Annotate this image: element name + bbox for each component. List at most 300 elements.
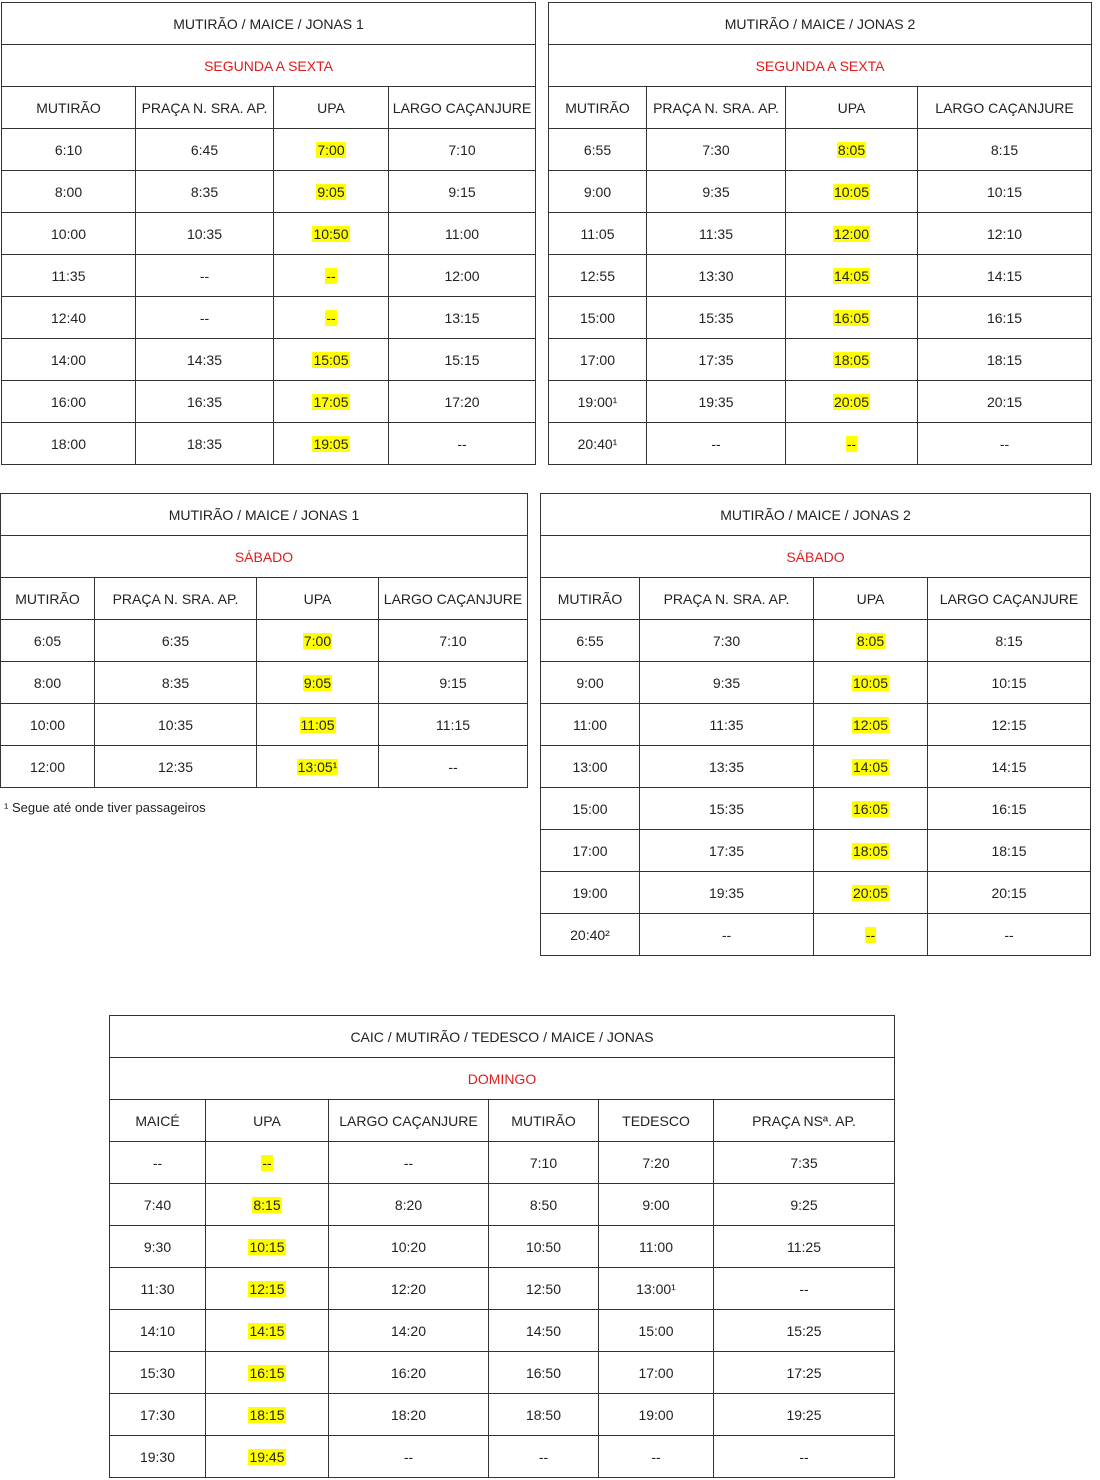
time-value: 10:00 (29, 716, 66, 733)
time-value: -- (199, 267, 210, 284)
time-value: 20:15 (991, 884, 1027, 901)
time-value: -- (448, 758, 458, 775)
highlighted-time: 18:05 (833, 351, 870, 368)
time-value: 14:00 (50, 351, 87, 368)
time-value: 6:55 (576, 632, 604, 649)
column-header (647, 87, 786, 129)
schedule-table-sunday-caic (109, 1015, 895, 1478)
time-value: 19:00¹ (577, 393, 618, 410)
time-cell (206, 1310, 329, 1352)
time-value: 14:15 (991, 758, 1027, 775)
time-value: 16:50 (525, 1364, 562, 1381)
time-cell (786, 381, 918, 423)
time-cell (599, 1184, 714, 1226)
time-cell (714, 1394, 895, 1436)
time-value: 18:35 (186, 435, 223, 452)
table-row (110, 1394, 895, 1436)
time-value: 11:35 (709, 716, 744, 733)
table-row (1, 704, 528, 746)
table-row (2, 297, 536, 339)
time-cell (814, 662, 928, 704)
highlighted-time: 19:05 (313, 435, 349, 452)
time-cell (786, 255, 918, 297)
time-value: 6:05 (33, 632, 62, 649)
time-value: 11:35 (699, 225, 733, 242)
time-cell (274, 381, 389, 423)
time-value: 12:10 (986, 225, 1023, 242)
time-cell (329, 1436, 489, 1478)
highlighted-time: -- (846, 435, 857, 452)
time-cell (489, 1142, 599, 1184)
time-cell (2, 129, 136, 171)
column-header (814, 578, 928, 620)
time-value: 12:00 (444, 267, 480, 284)
time-cell (206, 1436, 329, 1478)
time-cell (206, 1184, 329, 1226)
time-cell (640, 704, 814, 746)
column-header-text: PRAÇA NSª. AP. (752, 1112, 856, 1129)
time-cell (110, 1352, 206, 1394)
time-cell (2, 171, 136, 213)
column-header-text: MUTIRÃO (557, 590, 623, 607)
column-header (329, 1100, 489, 1142)
table-row (549, 381, 1092, 423)
time-cell (95, 704, 257, 746)
time-cell (786, 129, 918, 171)
time-value: -- (1004, 926, 1014, 943)
time-value: 12:00 (29, 758, 66, 775)
table-row (2, 381, 536, 423)
column-header-text: LARGO CAÇANJURE (939, 590, 1079, 607)
time-cell (647, 171, 786, 213)
time-cell (786, 297, 918, 339)
time-value: 10:15 (991, 674, 1027, 691)
time-value: 14:10 (139, 1322, 176, 1339)
column-header (928, 578, 1091, 620)
time-value: 18:15 (991, 842, 1027, 859)
column-header (918, 87, 1092, 129)
time-cell (714, 1436, 895, 1478)
time-value: 18:15 (986, 351, 1023, 368)
time-cell (814, 704, 928, 746)
time-cell (786, 423, 918, 465)
time-cell (95, 662, 257, 704)
time-value: 14:50 (525, 1322, 562, 1339)
time-cell (814, 788, 928, 830)
time-cell (2, 297, 136, 339)
table-title-row (110, 1016, 895, 1058)
column-header-text: UPA (856, 590, 885, 607)
column-header (2, 87, 136, 129)
time-cell (918, 297, 1092, 339)
table-title (549, 3, 1092, 45)
time-cell (714, 1268, 895, 1310)
highlighted-time: 20:05 (852, 884, 889, 901)
time-cell (329, 1184, 489, 1226)
time-value: 19:30 (139, 1448, 176, 1465)
highlighted-time: -- (262, 1154, 272, 1171)
schedule-table-saturday-jonas2 (540, 493, 1091, 956)
time-cell (599, 1394, 714, 1436)
time-cell (329, 1268, 489, 1310)
time-value: 19:00 (572, 884, 608, 901)
time-cell (206, 1226, 329, 1268)
time-value: 9:15 (439, 674, 467, 691)
highlighted-time: 14:05 (833, 267, 870, 284)
time-value: 17:20 (444, 393, 480, 410)
time-value: 8:35 (190, 183, 219, 200)
time-cell (136, 171, 274, 213)
time-cell (206, 1142, 329, 1184)
time-cell (928, 830, 1091, 872)
time-cell (489, 1394, 599, 1436)
time-value: 9:15 (448, 183, 476, 200)
column-header (549, 87, 647, 129)
table-row (2, 129, 536, 171)
column-header (136, 87, 274, 129)
time-value: 13:35 (708, 758, 745, 775)
time-value: 15:00 (572, 800, 608, 817)
highlighted-time: 19:45 (249, 1448, 285, 1465)
time-cell (379, 704, 528, 746)
time-cell (549, 381, 647, 423)
time-cell (95, 746, 257, 788)
highlighted-time: 7:00 (303, 632, 332, 649)
time-value: 7:30 (702, 141, 730, 158)
column-header-text: MUTIRÃO (565, 99, 630, 116)
table-day-row (549, 45, 1092, 87)
column-header (257, 578, 379, 620)
time-value: 8:00 (54, 183, 83, 200)
column-header-text: UPA (303, 590, 332, 607)
column-header-text: PRAÇA N. SRA. AP. (112, 590, 239, 607)
time-cell (541, 788, 640, 830)
table-row (541, 872, 1091, 914)
time-cell (786, 339, 918, 381)
table-header-row (2, 87, 536, 129)
time-cell (541, 830, 640, 872)
time-value: -- (721, 926, 732, 943)
column-header (110, 1100, 206, 1142)
time-cell (918, 339, 1092, 381)
time-cell (489, 1226, 599, 1268)
time-cell (110, 1184, 206, 1226)
time-value: 17:30 (139, 1406, 176, 1423)
column-header-text: MUTIRÃO (36, 99, 101, 116)
time-value: 12:40 (50, 309, 87, 326)
time-cell (640, 872, 814, 914)
time-cell (549, 423, 647, 465)
time-cell (2, 213, 136, 255)
time-cell (136, 297, 274, 339)
highlighted-time: 16:05 (852, 800, 889, 817)
highlighted-time: 14:15 (249, 1322, 285, 1339)
time-cell (549, 297, 647, 339)
time-cell (274, 423, 389, 465)
time-cell (814, 620, 928, 662)
time-cell (814, 914, 928, 956)
time-value: 13:00¹ (636, 1280, 676, 1297)
time-value: 11:15 (436, 716, 471, 733)
time-value: 9:35 (712, 674, 741, 691)
time-cell (206, 1394, 329, 1436)
table-header-row (549, 87, 1092, 129)
time-value: -- (651, 1448, 661, 1465)
table-title-row (1, 494, 528, 536)
column-header (489, 1100, 599, 1142)
time-cell (329, 1310, 489, 1352)
time-cell (599, 1268, 714, 1310)
highlighted-time: 12:15 (249, 1280, 285, 1297)
time-value: 20:40² (570, 926, 610, 943)
time-value: 14:35 (186, 351, 223, 368)
time-cell (274, 213, 389, 255)
time-value: 17:00 (638, 1364, 674, 1381)
column-header-text: TEDESCO (622, 1112, 690, 1129)
highlighted-time: 8:15 (253, 1196, 281, 1213)
table-row (110, 1352, 895, 1394)
highlighted-time: 7:00 (317, 141, 345, 158)
highlighted-time: 8:05 (837, 141, 866, 158)
time-value: -- (403, 1448, 414, 1465)
highlighted-time: 18:05 (852, 842, 889, 859)
time-value: 9:00 (576, 674, 604, 691)
time-value: 19:35 (698, 393, 734, 410)
time-cell (714, 1142, 895, 1184)
time-cell (714, 1352, 895, 1394)
time-cell (389, 297, 536, 339)
time-cell (389, 423, 536, 465)
time-cell (389, 171, 536, 213)
time-cell (814, 830, 928, 872)
column-header (599, 1100, 714, 1142)
time-value: 9:25 (790, 1196, 818, 1213)
time-cell (95, 620, 257, 662)
table-row (1, 662, 528, 704)
time-value: 16:35 (186, 393, 223, 410)
time-value: 10:35 (157, 716, 194, 733)
table-row (541, 662, 1091, 704)
time-cell (206, 1352, 329, 1394)
table-day-row (1, 536, 528, 578)
time-cell (2, 381, 136, 423)
time-value: 8:35 (161, 674, 190, 691)
table-row (1, 620, 528, 662)
time-cell (136, 381, 274, 423)
table-title-text: MUTIRÃO / MAICE / JONAS 2 (720, 506, 911, 523)
time-value: 7:35 (790, 1154, 818, 1171)
footnote: ¹ Segue até onde tiver passageiros (4, 800, 206, 815)
highlighted-time: 17:05 (313, 393, 349, 410)
time-value: 11:05 (580, 225, 615, 242)
time-cell (110, 1310, 206, 1352)
time-cell (599, 1226, 714, 1268)
time-cell (274, 255, 389, 297)
highlighted-time: 20:05 (833, 393, 870, 410)
table-day-row (541, 536, 1091, 578)
time-value: 8:20 (394, 1196, 423, 1213)
schedule-table-weekday-jonas2 (548, 2, 1092, 465)
time-cell (489, 1436, 599, 1478)
table-title-text: MUTIRÃO / MAICE / JONAS 1 (173, 15, 364, 32)
table-title-row (2, 3, 536, 45)
table-title (110, 1016, 895, 1058)
time-cell (257, 662, 379, 704)
table-row (549, 129, 1092, 171)
time-value: 10:35 (186, 225, 223, 242)
column-header (379, 578, 528, 620)
time-cell (599, 1352, 714, 1394)
table-row (541, 914, 1091, 956)
table-header-row (541, 578, 1091, 620)
table-row (541, 620, 1091, 662)
table-title (541, 494, 1091, 536)
time-value: 17:00 (579, 351, 616, 368)
time-value: 13:30 (698, 267, 734, 284)
time-cell (599, 1310, 714, 1352)
time-cell (389, 255, 536, 297)
time-cell (647, 423, 786, 465)
time-value: 10:20 (390, 1238, 427, 1255)
time-value: 16:00 (50, 393, 87, 410)
time-cell (329, 1226, 489, 1268)
highlighted-time: -- (326, 309, 336, 326)
time-cell (814, 872, 928, 914)
time-value: 19:25 (786, 1406, 822, 1423)
time-value: -- (999, 435, 1010, 452)
time-value: 17:25 (786, 1364, 822, 1381)
time-value: 15:25 (786, 1322, 822, 1339)
time-value: 15:00 (579, 309, 616, 326)
time-value: 9:35 (702, 183, 730, 200)
column-header (714, 1100, 895, 1142)
column-header-text: MUTIRÃO (15, 590, 80, 607)
time-value: -- (799, 1280, 809, 1297)
time-cell (541, 872, 640, 914)
time-cell (549, 171, 647, 213)
time-cell (136, 339, 274, 381)
time-value: 6:35 (161, 632, 190, 649)
time-value: 11:35 (51, 267, 86, 284)
time-cell (647, 129, 786, 171)
highlighted-time: 11:05 (300, 716, 335, 733)
time-value: -- (457, 435, 467, 452)
time-cell (599, 1436, 714, 1478)
time-cell (640, 662, 814, 704)
time-cell (110, 1268, 206, 1310)
time-value: 17:35 (698, 351, 734, 368)
time-cell (928, 788, 1091, 830)
time-cell (1, 704, 95, 746)
highlighted-time: 9:05 (317, 183, 345, 200)
time-cell (206, 1268, 329, 1310)
table-row (110, 1142, 895, 1184)
column-header-text: UPA (317, 99, 345, 116)
time-cell (1, 620, 95, 662)
time-cell (489, 1184, 599, 1226)
time-cell (928, 620, 1091, 662)
time-value: 14:20 (390, 1322, 427, 1339)
time-cell (329, 1352, 489, 1394)
time-cell (640, 914, 814, 956)
time-value: 20:40¹ (577, 435, 618, 452)
column-header-text: LARGO CAÇANJURE (339, 1112, 478, 1129)
table-row (110, 1226, 895, 1268)
time-cell (110, 1226, 206, 1268)
day-label-text: DOMINGO (467, 1070, 537, 1087)
column-header-text: MAICÉ (135, 1112, 180, 1129)
table-title-text: MUTIRÃO / MAICE / JONAS 2 (724, 15, 916, 32)
time-value: -- (538, 1448, 549, 1465)
day-label-text: SÁBADO (786, 548, 845, 565)
column-header-text: PRAÇA N. SRA. AP. (141, 99, 268, 116)
highlighted-time: 8:05 (856, 632, 885, 649)
time-value: 15:35 (708, 800, 745, 817)
time-cell (274, 339, 389, 381)
table-title-row (541, 494, 1091, 536)
table-row (541, 746, 1091, 788)
schedule-table-saturday-jonas1 (0, 493, 528, 788)
table-row (549, 171, 1092, 213)
time-cell (379, 620, 528, 662)
time-value: 20:15 (986, 393, 1023, 410)
time-cell (541, 914, 640, 956)
time-value: 9:00 (642, 1196, 670, 1213)
table-row (2, 213, 536, 255)
highlighted-time: 15:05 (313, 351, 349, 368)
table-row (110, 1184, 895, 1226)
time-value: 12:20 (390, 1280, 427, 1297)
time-value: -- (403, 1154, 414, 1171)
time-value: 8:15 (995, 632, 1023, 649)
table-title (1, 494, 528, 536)
time-cell (549, 339, 647, 381)
day-label (2, 45, 536, 87)
time-value: 8:50 (529, 1196, 558, 1213)
table-row (541, 788, 1091, 830)
time-value: 9:30 (143, 1238, 172, 1255)
time-cell (110, 1394, 206, 1436)
table-row (2, 423, 536, 465)
highlighted-time: 10:50 (313, 225, 349, 242)
time-cell (549, 255, 647, 297)
column-header (389, 87, 536, 129)
time-cell (647, 297, 786, 339)
time-value: 19:35 (708, 884, 745, 901)
time-cell (389, 339, 536, 381)
time-cell (489, 1268, 599, 1310)
time-value: 17:00 (572, 842, 608, 859)
time-cell (541, 746, 640, 788)
day-label-text: SÁBADO (234, 548, 294, 565)
time-value: 10:15 (986, 183, 1023, 200)
time-cell (136, 423, 274, 465)
time-cell (389, 213, 536, 255)
table-row (541, 704, 1091, 746)
time-cell (1, 662, 95, 704)
time-cell (640, 746, 814, 788)
table-row (549, 423, 1092, 465)
time-cell (647, 213, 786, 255)
column-header-text: UPA (837, 99, 866, 116)
time-cell (918, 255, 1092, 297)
time-cell (814, 746, 928, 788)
time-cell (647, 381, 786, 423)
time-value: 11:25 (787, 1238, 821, 1255)
highlighted-time: 14:05 (852, 758, 889, 775)
time-value: 15:30 (139, 1364, 176, 1381)
table-title-text: CAIC / MUTIRÃO / TEDESCO / MAICE / JONAS (350, 1028, 654, 1045)
